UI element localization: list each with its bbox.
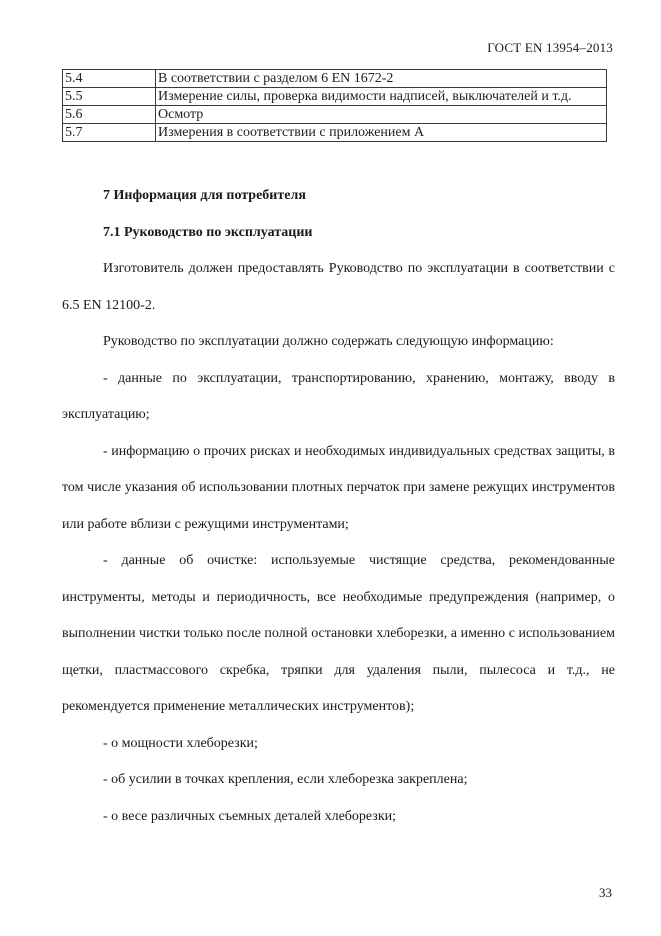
table-row [63,70,607,88]
row-text: В соответствии с разделом 6 EN 1672-2 [156,70,607,88]
section-heading: 7 Информация для потребителя [103,188,306,203]
row-number: 5.7 [63,124,156,142]
row-text: Измерения в соответствии с приложением А [156,124,607,142]
row-text: Осмотр [156,106,607,124]
table-row [63,88,607,106]
page-number: 33 [599,885,612,900]
row-number: 5.6 [63,106,156,124]
list-item: - информацию о прочих рисках и необходимых индивидуальных средствах защиты, в том числе указания об использовании плотных перчаток при замене режущих инструментов или работе вблизи с режущими инструментами; [62,443,615,532]
table-row [63,124,607,142]
list-item: - о мощности хлеборезки; [103,735,258,751]
row-number: 5.4 [63,70,156,88]
list-item: - данные по эксплуатации, транспортированию, хранению, монтажу, вводу в эксплуатацию; [62,370,615,422]
paragraph: Изготовитель должен предоставлять Руководство по эксплуатации в соответствии с 6.5 EN 12100-2. [62,261,615,313]
paragraph: Руководство по эксплуатации должно содержать следующую информацию: [103,334,554,349]
row-text: Измерение силы, проверка видимости надписей, выключателей и т.д. [156,88,607,106]
list-item: - данные об очистке: используемые чистящие средства, рекомендованные инструменты, методы и периодичность, все необходимые предупреждения (например, о выполнении чистки только после полной остановки хлеборезки, а именно с использованием щетки, пластмассового скребка, тряпки для удаления пыли, пылесоса и т.д., не рекомендуется применение металлических инструментов); [62,553,615,714]
standard-designation: ГОСТ EN 13954–2013 [487,40,613,55]
list-item: - об усилии в точках крепления, если хлеборезка закреплена; [103,772,468,787]
row-number: 5.5 [63,88,156,106]
document-body [62,178,615,835]
test-methods-table [62,69,607,142]
subsection-heading: 7.1 Руководство по эксплуатации [103,224,313,240]
list-item: - о весе различных съемных деталей хлеборезки; [103,808,397,824]
table-row [63,106,607,124]
